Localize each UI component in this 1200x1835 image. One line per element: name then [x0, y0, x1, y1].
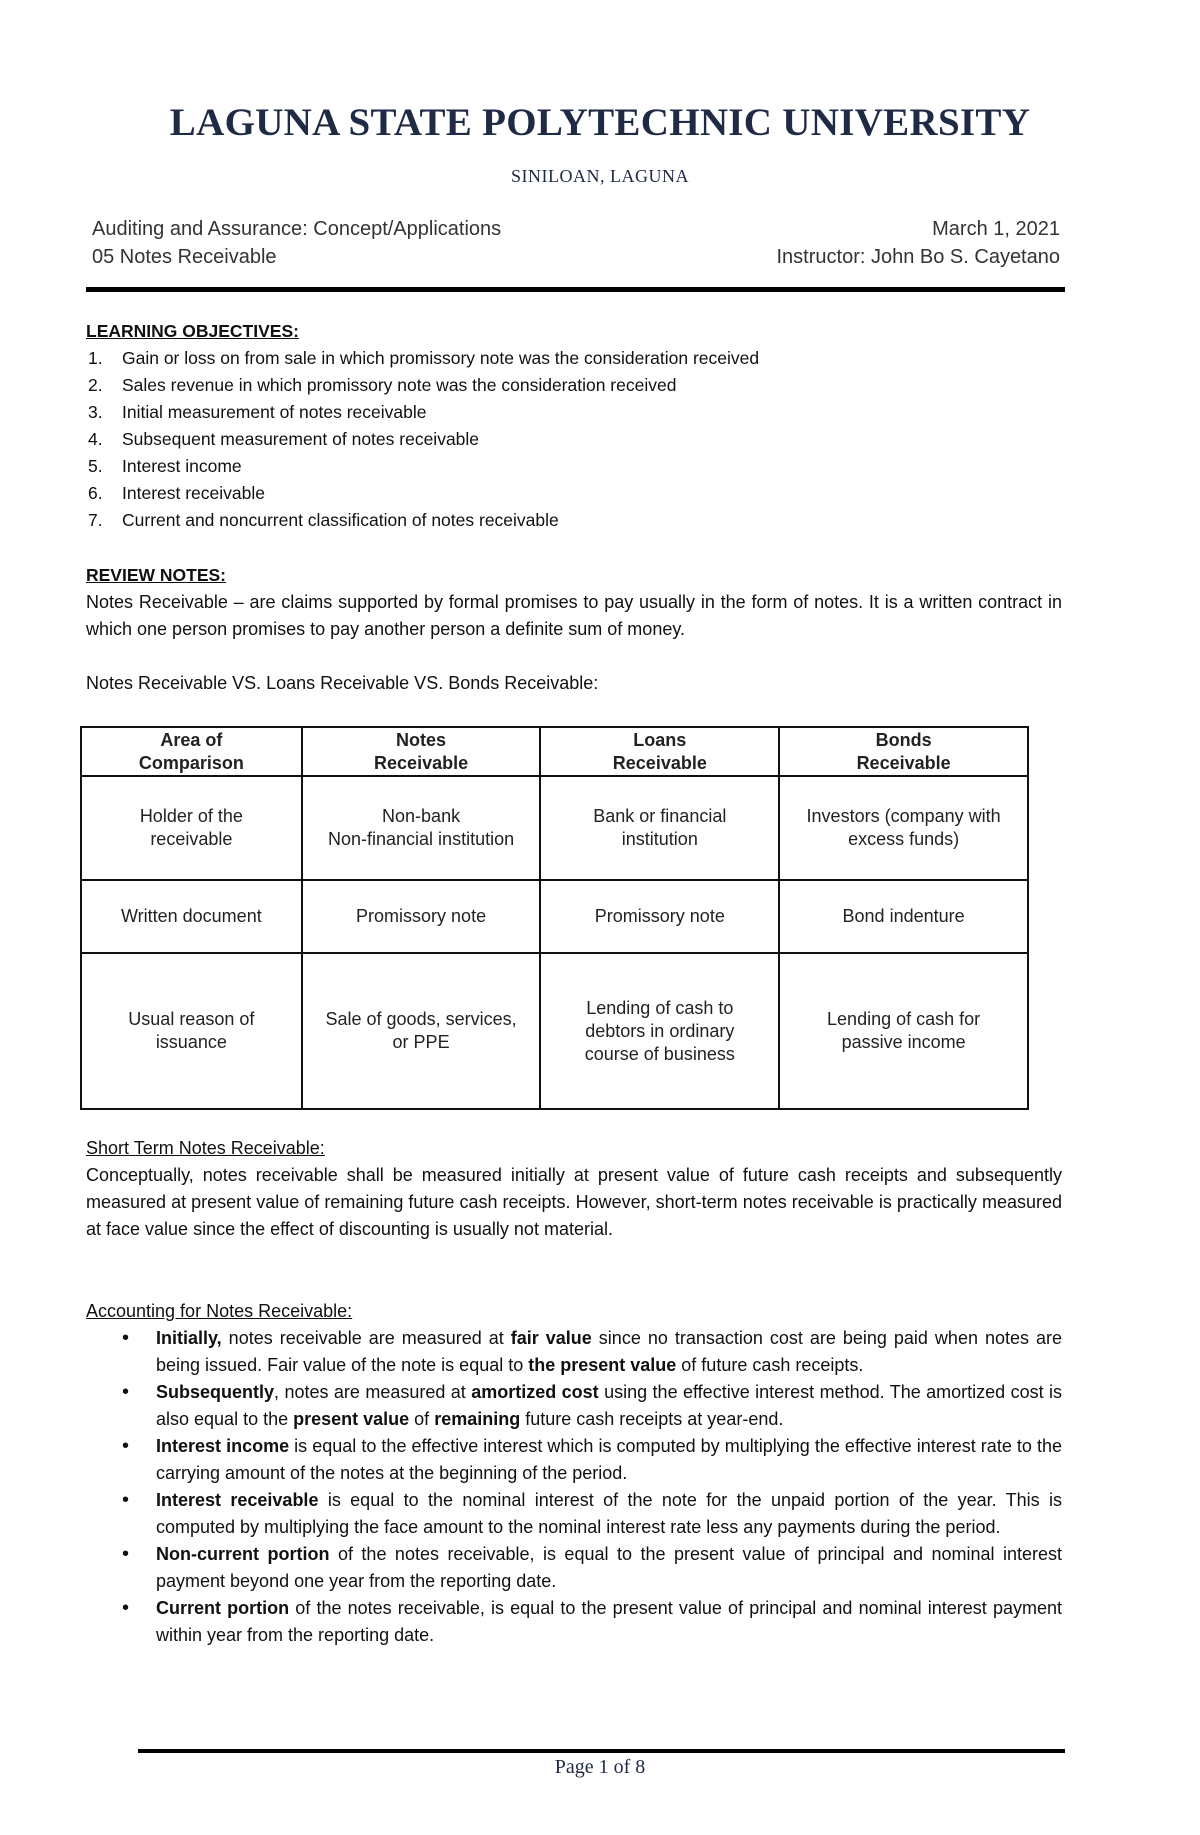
table-cell: Promissory note	[540, 880, 779, 953]
table-cell: Bond indenture	[779, 880, 1028, 953]
short-term-text: Conceptually, notes receivable shall be measured initially at present value of future cash receipts and subsequently measured at present value of remaining future cash receipts. However, short-term notes receivable is practically measured at face value since the effect of discounting is usually not material.	[86, 1165, 1062, 1239]
cell-line: receivable	[150, 829, 233, 849]
objective-text: Current and noncurrent classification of notes receivable	[122, 510, 559, 530]
header-line: Receivable	[856, 752, 951, 773]
table-header-cell	[302, 727, 541, 776]
bullet-text: of	[409, 1409, 435, 1429]
objective-text: Initial measurement of notes receivable	[122, 402, 427, 422]
cell-line: passive income	[841, 1032, 966, 1052]
cell-line: Lending of cash for	[827, 1009, 981, 1029]
keyword: fair value	[510, 1328, 592, 1348]
bullet-icon: •	[122, 1435, 130, 1457]
table-header-cell	[540, 727, 779, 776]
objective-item	[86, 399, 1062, 426]
keyword: the present value	[528, 1355, 677, 1375]
objective-text: Subsequent measurement of notes receivable	[122, 429, 480, 449]
bullet-item	[86, 1379, 1062, 1433]
objective-number: 4.	[88, 429, 103, 449]
table-row	[81, 776, 1028, 880]
bullet-item	[86, 1487, 1062, 1541]
objective-item	[86, 372, 1062, 399]
bullet-text: using the effective interest method. The amortized cost is also equal to the	[156, 1382, 1063, 1429]
bullet-text: is equal to the nominal interest of the note for the unpaid portion of the year. This is computed by multiplying the face amount to the nominal interest rate less any payments during the period.	[156, 1490, 1062, 1537]
cell-line: debtors in ordinary	[585, 1020, 735, 1041]
campus-subtitle: SINILOAN, LAGUNA	[511, 166, 689, 186]
keyword: amortized cost	[471, 1382, 599, 1402]
cell-line: course of business	[584, 1043, 735, 1064]
bullet-item	[86, 1595, 1062, 1649]
cell-line: Holder of the	[139, 806, 243, 826]
course-title: Auditing and Assurance: Concept/Applications	[92, 218, 502, 240]
document-date: March 1, 2021	[932, 218, 1060, 240]
bullet-icon: •	[122, 1543, 130, 1565]
table-row	[81, 953, 1028, 1109]
cell-line: Non-financial institution	[328, 829, 515, 849]
header-line: Comparison	[138, 752, 244, 773]
bullet-item	[86, 1325, 1062, 1379]
header-line: Loans	[633, 729, 687, 750]
table-cell	[540, 776, 779, 880]
table-header-cell	[779, 727, 1028, 776]
short-term-heading: Short Term Notes Receivable:	[86, 1138, 325, 1158]
objective-number: 6.	[88, 483, 103, 503]
accounting-heading: Accounting for Notes Receivable:	[86, 1301, 353, 1321]
table-cell: Written document	[81, 880, 302, 953]
cell-line: Bank or financial	[593, 806, 727, 826]
objective-number: 7.	[88, 510, 103, 530]
keyword: Initially,	[156, 1328, 222, 1348]
keyword: remaining	[434, 1409, 521, 1429]
objective-item	[86, 345, 1062, 372]
cell-line: Non-bank	[382, 806, 461, 826]
bullet-item	[86, 1541, 1062, 1595]
keyword: Non-current portion	[156, 1544, 330, 1564]
bullet-text: future cash receipts at year-end.	[520, 1409, 784, 1429]
bullet-text: of the notes receivable, is equal to the present value of principal and nominal interest payment within year from the reporting date.	[156, 1598, 1062, 1645]
bullet-text: since no transaction cost are being paid when notes are being issued. Fair value of the note is equal to	[156, 1328, 1062, 1375]
review-notes-section	[86, 562, 1062, 643]
bullet-text: notes receivable are measured at	[221, 1328, 511, 1348]
comparison-intro: Notes Receivable VS. Loans Receivable VS. Bonds Receivable:	[86, 673, 599, 693]
keyword: Interest income	[156, 1436, 290, 1456]
bullet-text: , notes are measured at	[274, 1382, 472, 1402]
cell-line: Lending of cash to	[586, 997, 734, 1018]
instructor-name: Instructor: John Bo S. Cayetano	[776, 246, 1060, 268]
bullet-icon: •	[122, 1381, 130, 1403]
cell-line: Investors (company with	[806, 806, 1001, 826]
objective-text: Sales revenue in which promissory note was the consideration received	[122, 375, 677, 395]
objectives-heading: LEARNING OBJECTIVES:	[86, 321, 299, 341]
table-cell: Promissory note	[302, 880, 541, 953]
table-row	[81, 880, 1028, 953]
review-heading: REVIEW NOTES:	[86, 565, 227, 585]
objective-number: 3.	[88, 402, 103, 422]
table-header-cell	[81, 727, 302, 776]
table-cell	[779, 953, 1028, 1109]
cell-line: institution	[621, 829, 698, 849]
cell-line: excess funds)	[848, 829, 960, 849]
keyword: Interest receivable	[156, 1490, 319, 1510]
short-term-section	[86, 1135, 1062, 1243]
table-cell	[81, 776, 302, 880]
bullet-icon: •	[122, 1597, 130, 1619]
objective-text: Gain or loss on from sale in which promissory note was the consideration received	[122, 348, 760, 368]
bullet-text: is equal to the effective interest which is computed by multiplying the effective interest rate to the carrying amount of the notes at the beginning of the period.	[156, 1436, 1062, 1483]
comparison-table	[80, 726, 1029, 1110]
learning-objectives-section	[86, 318, 1062, 534]
notes-receivable-definition: Notes Receivable – are claims supported by formal promises to pay usually in the form of notes. It is a written contract in which one person promises to pay another person a definite sum of money.	[86, 592, 1062, 639]
cell-line: issuance	[155, 1032, 227, 1052]
cell-line: or PPE	[392, 1032, 450, 1052]
objective-number: 1.	[88, 348, 103, 368]
table-cell	[302, 953, 541, 1109]
module-title: 05 Notes Receivable	[92, 246, 277, 268]
accounting-bullets	[86, 1325, 1062, 1649]
university-title: LAGUNA STATE POLYTECHNIC UNIVERSITY	[169, 101, 1031, 144]
table-cell	[302, 776, 541, 880]
cell-line: Sale of goods, services,	[325, 1009, 517, 1029]
objective-number: 2.	[88, 375, 103, 395]
objective-item	[86, 507, 1062, 534]
table-cell	[540, 953, 779, 1109]
objective-item	[86, 453, 1062, 480]
header-line: Receivable	[374, 752, 469, 773]
keyword: Current portion	[156, 1598, 290, 1618]
bullet-text: of the notes receivable, is equal to the present value of principal and nominal interest payment beyond one year from the reporting date.	[156, 1544, 1063, 1591]
keyword: Subsequently	[156, 1382, 275, 1402]
bullet-text: of future cash receipts.	[676, 1355, 864, 1375]
table-header-row	[81, 727, 1028, 776]
accounting-section	[86, 1298, 1062, 1649]
cell-line: Usual reason of	[128, 1009, 255, 1029]
objectives-list	[86, 345, 1062, 534]
header-line: Receivable	[612, 752, 707, 773]
bullet-icon: •	[122, 1327, 130, 1349]
objective-item	[86, 480, 1062, 507]
header-rule	[86, 287, 1065, 292]
table-cell	[81, 953, 302, 1109]
bullet-item	[86, 1433, 1062, 1487]
bullet-icon: •	[122, 1489, 130, 1511]
footer-rule	[138, 1749, 1065, 1753]
table-cell	[779, 776, 1028, 880]
objective-text: Interest receivable	[122, 483, 265, 503]
objective-item	[86, 426, 1062, 453]
header-line: Notes	[396, 729, 447, 750]
header-line: Area of	[160, 729, 223, 750]
header-line: Bonds	[875, 729, 932, 750]
objective-number: 5.	[88, 456, 103, 476]
page-number: Page 1 of 8	[554, 1756, 646, 1778]
objective-text: Interest income	[122, 456, 242, 476]
keyword: present value	[293, 1409, 410, 1429]
